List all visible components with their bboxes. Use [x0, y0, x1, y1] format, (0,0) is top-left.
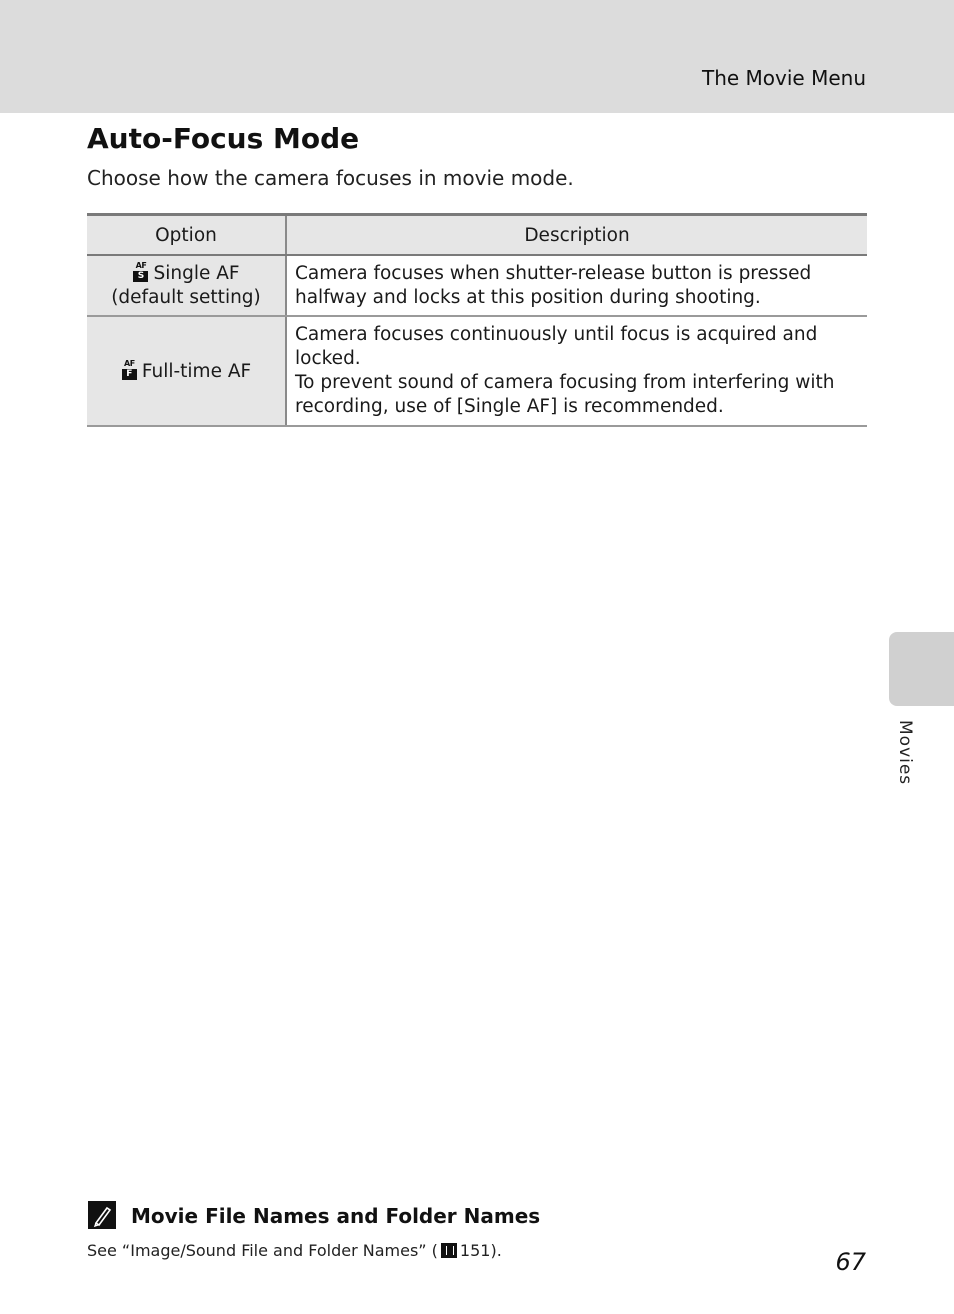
description-line: To prevent sound of camera focusing from interfering with [295, 372, 835, 393]
description-line: Camera focuses when shutter-release button is pressed [295, 262, 812, 284]
page-reference-icon [441, 1243, 457, 1258]
header-option: Option [87, 215, 286, 256]
option-label: Full-time AF [141, 360, 252, 382]
af-single-icon: AF S [132, 261, 149, 282]
page-number: 67 [835, 1248, 866, 1276]
pencil-note-icon [88, 1201, 116, 1229]
intro-text: Choose how the camera focuses in movie mode. [87, 166, 574, 190]
description-cell [286, 255, 867, 316]
header-band [0, 0, 954, 113]
note-title: Movie File Names and Folder Names [131, 1204, 541, 1228]
description-line: Camera focuses continuously until focus is acquired and [295, 324, 818, 345]
table-header-row [87, 215, 867, 256]
section-title: The Movie Menu [701, 66, 866, 90]
note-text: See “Image/Sound File and Folder Names” ( [87, 1241, 438, 1260]
option-default-note: (default setting) [111, 287, 261, 308]
table-row [87, 255, 867, 316]
note-text-end: ). [490, 1241, 502, 1260]
option-cell-full-time-af [87, 316, 286, 426]
header-description: Description [286, 215, 867, 256]
option-cell-single-af [87, 255, 286, 316]
note-page-ref[interactable]: 151 [459, 1241, 491, 1260]
table-row [87, 316, 867, 426]
description-line: halfway and locks at this position during shooting. [295, 286, 761, 308]
note-body [87, 1241, 502, 1260]
page-title: Auto-Focus Mode [87, 122, 360, 155]
af-fulltime-icon: AF F [121, 359, 138, 380]
description-line: locked. [295, 348, 361, 369]
chapter-tab [889, 632, 954, 706]
option-label: Single AF [153, 263, 240, 284]
chapter-tab-label: Movies [895, 720, 915, 786]
description-line: recording, use of [Single AF] is recommended. [295, 396, 724, 417]
description-cell [286, 316, 867, 426]
options-table [87, 213, 867, 427]
